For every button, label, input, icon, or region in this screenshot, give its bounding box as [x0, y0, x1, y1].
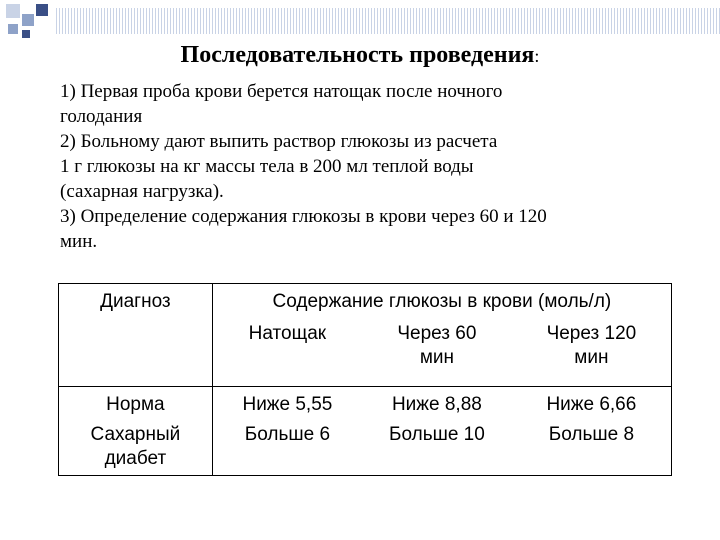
row-fasting-cell	[212, 387, 362, 424]
row-120-cell	[512, 423, 672, 476]
row-60: Больше 10	[388, 424, 485, 445]
subheader-fasting: Натощак	[248, 323, 327, 344]
text-line: 2) Больному дают выпить раствор глюкозы из расчета	[60, 131, 498, 152]
row-60-cell	[362, 387, 512, 424]
text-line: голодания	[60, 106, 143, 127]
row-60: Ниже 8,88	[391, 394, 482, 415]
text-line: 3) Определение содержания глюкозы в крови через 60 и 120	[60, 206, 547, 227]
text-line: 1) Первая проба крови берется натощак после ночного	[60, 81, 503, 102]
row-diagnosis-line: Сахарный	[90, 424, 181, 445]
table-header-row	[59, 284, 672, 319]
row-fasting: Ниже 5,55	[242, 394, 333, 415]
page-title-colon: :	[534, 46, 540, 66]
ornament-square	[36, 4, 48, 16]
subheader-fasting-cell	[212, 318, 362, 387]
row-120: Больше 8	[548, 424, 635, 445]
ornament-square	[22, 14, 34, 26]
table-row	[59, 423, 672, 476]
procedure-text	[60, 79, 710, 254]
diagnosis-header: Диагноз	[100, 291, 171, 312]
row-60-cell	[362, 423, 512, 476]
glucose-header-cell	[212, 284, 671, 319]
row-120-cell	[512, 387, 672, 424]
table-row	[59, 387, 672, 424]
glucose-header: Содержание глюкозы в крови (моль/л)	[272, 291, 612, 312]
row-fasting: Больше 6	[244, 424, 331, 445]
text-line: мин.	[60, 231, 98, 252]
diagnosis-header-cell	[59, 284, 213, 387]
ornament-square	[6, 4, 20, 18]
row-fasting-cell	[212, 423, 362, 476]
subheader-120-line: Через 120	[546, 323, 637, 344]
glucose-table	[58, 283, 672, 476]
row-diagnosis-cell	[59, 423, 213, 476]
row-diagnosis: Норма	[106, 394, 165, 415]
page-title-text: Последовательность проведения	[180, 42, 535, 68]
row-120: Ниже 6,66	[546, 394, 637, 415]
text-line: 1 г глюкозы на кг массы тела в 200 мл теплой воды	[60, 156, 474, 177]
subheader-60-cell	[362, 318, 512, 387]
page-title	[0, 42, 720, 69]
header-ornament	[0, 0, 720, 40]
ornament-square	[22, 30, 30, 38]
row-diagnosis-cell	[59, 387, 213, 424]
ornament-square	[8, 24, 18, 34]
subheader-120-line: мин	[574, 347, 609, 368]
text-line: (сахарная нагрузка).	[60, 181, 224, 202]
row-diagnosis-line: диабет	[104, 448, 167, 469]
subheader-60-line: Через 60	[397, 323, 477, 344]
subheader-60-line: мин	[419, 347, 454, 368]
subheader-120-cell	[512, 318, 672, 387]
ornament-bar	[56, 8, 720, 34]
